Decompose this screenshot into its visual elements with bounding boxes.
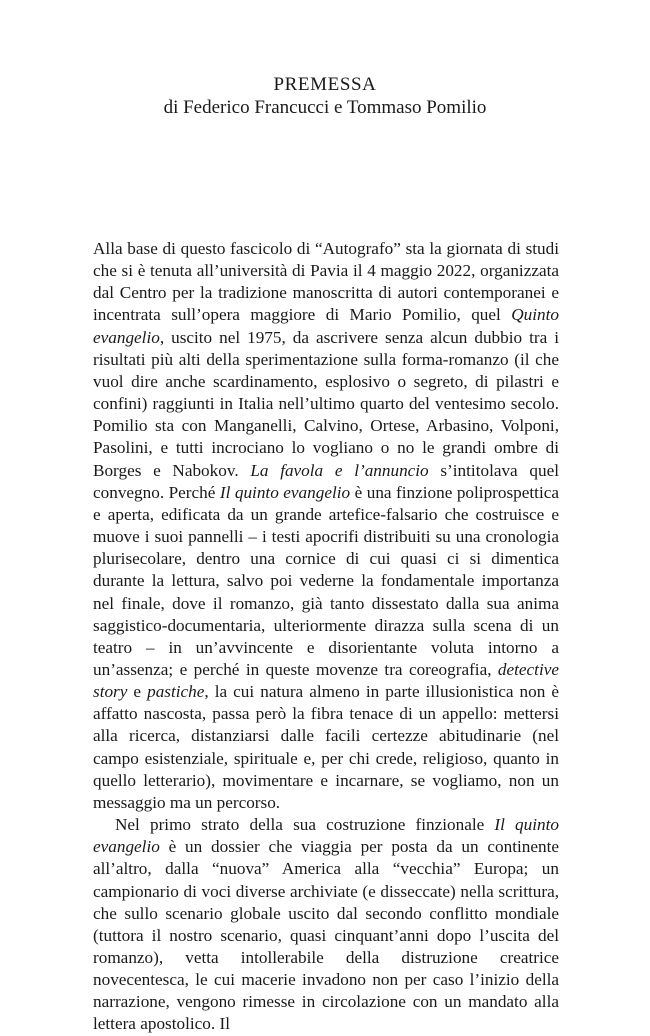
text-run: Nel primo strato della sua costruzione finzionale	[115, 815, 495, 835]
body-text	[93, 238, 559, 1036]
paragraph	[93, 238, 559, 814]
italic-text: Il quinto evangelio	[219, 482, 351, 502]
chapter-authors: di Federico Francucci e Tommaso Pomilio	[163, 97, 487, 118]
italic-text: Quinto evangelio	[93, 305, 559, 347]
text-run: e	[127, 682, 148, 702]
chapter-heading	[0, 74, 650, 120]
italic-text: La favola e l’annuncio	[250, 460, 429, 480]
italic-text: Il quinto evangelio	[93, 815, 559, 857]
text-run: è un dossier che viaggia per posta da un continente all’altro, dalla “nuova” America alla “vecchia” Europa; un campionario di voci diverse archiviate (e disseccate) nella scrittura, che sullo scenario globale uscito dal secondo conflitto mondiale (tuttora il nostro scenario, quasi cinquant’anni dopo l’uscita del romanzo), vetta intollerabile della distruzione creatrice novecentesca, le cui macerie invadono non per caso l’inizio della narrazione, vengono rimesse in circolazione con un mandato alla lettera apostolico. Il	[93, 837, 559, 1034]
text-run: Alla base di questo fascicolo di “Autografo” sta la giornata di studi che si è tenuta all’università di Pavia il 4 maggio 2022, organizzata dal Centro per la tradizione manoscritta di autori contemporanei e incentrata sull’opera maggiore di Mario Pomilio, quel	[93, 239, 559, 325]
italic-text: pastiche	[147, 682, 205, 702]
italic-text: detective story	[93, 659, 559, 702]
text-run: è una finzione poliprospettica e aperta, edificata da un grande artefice-falsario che costruisce e muove i suoi pannelli – i testi apocrifi distribuiti su una cronologia plurisecolare, dentro una cornice di cui quasi ci si dimentica durante la lettura, salvo poi vederne la fondamentale importanza nel finale, dove il romanzo, già tanto dissestato dalla sua anima saggistico-documentaria, ulteriormente dirazza sulla scena di un teatro – in un’avvincente e disorientante voluta intorno a un’assenza; e perché in queste movenze tra coreografia,	[93, 482, 559, 679]
text-run: s’intitolava quel convegno. Perché	[93, 460, 559, 502]
paragraph	[93, 814, 559, 1036]
text-run: , uscito nel 1975, da ascrivere senza alcun dubbio tra i risultati più alti della sperimentazione sulla forma-romanzo (il che vuol dire anche scardinamento, esplosivo o segreto, di pilastri e confini) raggiunti in Italia nell’ultimo quarto del ventesimo secolo. Pomilio sta con Manganelli, Calvino, Ortese, Arbasino, Volponi, Pasolini, e tutti incrociano lo vogliano o no le grandi ombre di Borges e Nabokov.	[93, 327, 559, 480]
text-run: , la cui natura almeno in parte illusionistica non è affatto nascosta, passa però la fibra tenace di un appello: mettersi alla ricerca, distanziarsi dalle facili certezze abitudinarie (nel campo esistenziale, spirituale e, per chi crede, religioso, quanto in quello letterario), movimentare e incarnare, se vogliamo, non un messaggio ma un percorso.	[93, 682, 560, 812]
chapter-title: PREMESSA	[273, 74, 377, 95]
